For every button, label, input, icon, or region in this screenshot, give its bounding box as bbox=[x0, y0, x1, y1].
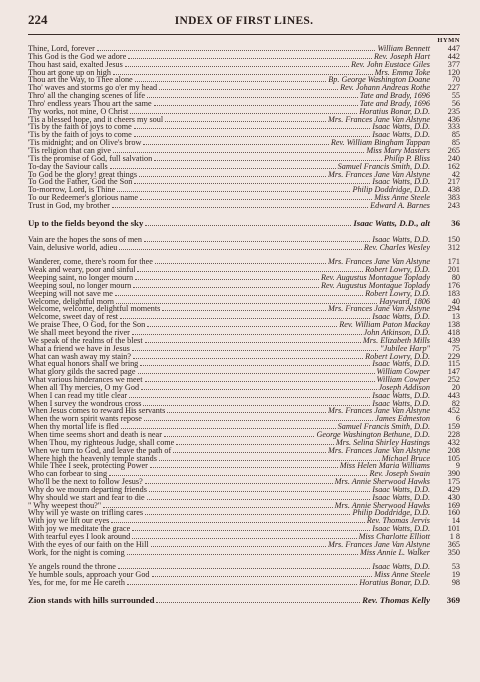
hymn-number: 438 bbox=[447, 185, 460, 195]
author: Isaac Watts, D.D. bbox=[372, 562, 430, 572]
author: Rev. William Bingham Tappan bbox=[330, 138, 430, 148]
first-line: Wanderer, come, there's room for thee bbox=[28, 257, 153, 267]
author: Mrs. Frances Jane Van Alstyne bbox=[328, 406, 430, 416]
dot-leader bbox=[112, 202, 368, 208]
dot-leader bbox=[164, 431, 315, 437]
first-line: With the eyes of our faith on the Hill bbox=[28, 539, 149, 549]
hymn-number: 350 bbox=[447, 547, 460, 557]
first-line: 'Tis religion that can give bbox=[28, 145, 112, 155]
dot-leader bbox=[152, 571, 373, 577]
hymn-number: 201 bbox=[447, 265, 460, 275]
hymn-number: 252 bbox=[447, 375, 460, 385]
dot-leader bbox=[145, 478, 333, 484]
hymn-number: 294 bbox=[447, 304, 460, 314]
hymn-number: 439 bbox=[447, 335, 460, 345]
hymn-number: 390 bbox=[447, 469, 460, 479]
hymn-number: 208 bbox=[447, 445, 460, 455]
dot-leader bbox=[129, 392, 370, 398]
dot-leader bbox=[140, 194, 372, 200]
dot-leader bbox=[143, 400, 370, 406]
dot-leader bbox=[135, 274, 319, 280]
author: Edward A. Barnes bbox=[370, 200, 430, 210]
index-entry bbox=[28, 202, 460, 210]
hymn-number: 1 8 bbox=[449, 531, 460, 541]
dot-leader bbox=[145, 337, 361, 343]
first-line: Thou art gone up on high bbox=[28, 67, 111, 77]
hymn-number: 229 bbox=[447, 351, 460, 361]
dot-leader bbox=[147, 494, 371, 500]
author: William Cowper bbox=[376, 375, 430, 385]
first-line: Who'll be the next to follow Jesus? bbox=[28, 477, 143, 487]
hymn-number: 138 bbox=[447, 320, 460, 330]
first-line: What glory gilds the sacred page bbox=[28, 367, 136, 377]
dot-leader bbox=[145, 220, 351, 226]
dot-leader bbox=[113, 69, 373, 75]
author: Mrs. Frances Jane Van Alstyne bbox=[328, 304, 430, 314]
hymn-number: 228 bbox=[447, 429, 460, 439]
dot-leader bbox=[162, 305, 326, 311]
first-line: When the worn spirit wants repose bbox=[28, 414, 142, 424]
first-line: While Thee I seek, protecting Power bbox=[28, 461, 148, 471]
dot-leader bbox=[134, 123, 371, 129]
author: Isaac Watts, D.D., alt bbox=[353, 217, 430, 228]
dot-leader bbox=[134, 178, 370, 184]
hymn-number: 171 bbox=[447, 257, 460, 267]
author: William Cowper bbox=[376, 367, 430, 377]
dot-leader bbox=[97, 45, 376, 51]
author: Miss Annie L. Walker bbox=[359, 547, 430, 557]
first-line: To God the Father, God the Son bbox=[28, 177, 133, 187]
dot-leader bbox=[173, 447, 326, 453]
dot-leader bbox=[159, 84, 338, 90]
dot-leader bbox=[132, 525, 370, 531]
hymn-number: 265 bbox=[447, 145, 460, 155]
author: Mrs. Annie Sherwood Hawks bbox=[334, 500, 430, 510]
first-line: Weeping will not save me bbox=[28, 288, 113, 298]
hymn-number: 217 bbox=[447, 177, 460, 187]
hymn-number: 443 bbox=[447, 390, 460, 400]
first-line: Thou art the Way, to Thee alone bbox=[28, 75, 133, 85]
author: Rev. Joseph Swain bbox=[369, 469, 430, 479]
dot-leader bbox=[109, 470, 367, 476]
dot-leader bbox=[167, 407, 326, 413]
hymn-number: 36 bbox=[451, 217, 460, 228]
first-line: With joy we meditate the grace bbox=[28, 524, 131, 534]
first-line: Vain are the hopes the sons of men bbox=[28, 234, 142, 244]
author: Miss Anne Steele bbox=[374, 193, 430, 203]
first-line: Weeping soul, no longer mourn bbox=[28, 280, 132, 290]
hymn-column-label: HYMN bbox=[437, 37, 460, 44]
hymn-number: 40 bbox=[451, 296, 460, 306]
dot-leader bbox=[141, 384, 376, 390]
hymn-number: 20 bbox=[451, 382, 460, 392]
dot-leader bbox=[121, 423, 336, 429]
hymn-number: 101 bbox=[447, 524, 460, 534]
first-line: 'Tis the promise of God, full salvation bbox=[28, 153, 153, 163]
index-entry bbox=[28, 549, 460, 557]
first-line: Tho' waves and storms go o'er my head bbox=[28, 83, 158, 93]
author: Robert Lowry, D.D. bbox=[365, 288, 430, 298]
hymn-number: 80 bbox=[451, 273, 460, 283]
author: Isaac Watts, D.D. bbox=[372, 122, 430, 132]
hymn-number: 42 bbox=[451, 169, 460, 179]
hymn-number: 6 bbox=[455, 414, 460, 424]
author: Mrs. Selina Shirley Hastings bbox=[335, 437, 430, 447]
first-line: Weak and weary, poor and sinful bbox=[28, 265, 136, 275]
hymn-number: 70 bbox=[451, 75, 460, 85]
hymn-number: 377 bbox=[447, 59, 460, 69]
author: "Jubilee Harp" bbox=[380, 343, 430, 353]
author: Horatius Bonar, D.D. bbox=[359, 578, 430, 588]
author: Michael Bruce bbox=[381, 453, 430, 463]
dot-leader bbox=[176, 439, 334, 445]
first-line: What can wash away my stain? bbox=[28, 351, 131, 361]
first-line: Why do we mourn departing friends bbox=[28, 484, 147, 494]
index-entry bbox=[28, 244, 460, 252]
dot-leader bbox=[120, 313, 370, 319]
dot-leader bbox=[156, 597, 360, 603]
dot-leader bbox=[125, 61, 349, 67]
dot-leader bbox=[138, 368, 375, 374]
hymn-number: 432 bbox=[447, 437, 460, 447]
dot-leader bbox=[144, 236, 370, 242]
dot-leader bbox=[132, 533, 356, 539]
first-line: Why will ye waste on trifling cares bbox=[28, 508, 144, 518]
first-line: Trust in God, my brother bbox=[28, 200, 110, 210]
dot-leader bbox=[103, 502, 332, 508]
dot-leader bbox=[128, 53, 372, 59]
hymn-number: 333 bbox=[447, 122, 460, 132]
first-line: Ye angels round the throne bbox=[28, 562, 116, 572]
hymn-number: 243 bbox=[447, 200, 460, 210]
hymn-number: 227 bbox=[447, 83, 460, 93]
first-line: When Jesus comes to reward His servants bbox=[28, 406, 166, 416]
hymn-number: 175 bbox=[447, 477, 460, 487]
hymn-number: 13 bbox=[451, 312, 460, 322]
author: Mrs. Frances Jane Van Alstyne bbox=[328, 169, 430, 179]
author: Rev. John Eustace Giles bbox=[351, 59, 430, 69]
hymn-number: 418 bbox=[447, 328, 460, 337]
dot-leader bbox=[147, 92, 358, 98]
hymn-number: 369 bbox=[446, 595, 460, 605]
dot-leader bbox=[111, 517, 364, 523]
hymn-number: 120 bbox=[447, 67, 460, 77]
first-line: We shall meet beyond the river bbox=[28, 328, 130, 337]
dot-leader bbox=[165, 116, 326, 122]
header-rule bbox=[28, 34, 460, 35]
dot-leader bbox=[134, 131, 371, 137]
first-line: Ye humble souls, approach your God bbox=[28, 570, 150, 580]
dot-leader bbox=[133, 353, 363, 359]
hymn-number: 447 bbox=[447, 44, 460, 53]
first-line: Thro' endless years Thou art the same bbox=[28, 98, 152, 108]
author: Isaac Watts, D.D. bbox=[372, 398, 430, 408]
first-line: When I survey the wondrous cross bbox=[28, 398, 142, 408]
first-line: This God is the God we adore bbox=[28, 51, 127, 61]
dot-leader bbox=[154, 155, 382, 161]
dot-leader bbox=[116, 298, 377, 304]
section-gap bbox=[28, 210, 460, 217]
dot-leader bbox=[133, 282, 319, 288]
dot-leader bbox=[130, 108, 357, 114]
hymn-number: 56 bbox=[451, 98, 460, 108]
hymn-number: 452 bbox=[447, 406, 460, 416]
dot-leader bbox=[145, 376, 375, 382]
index-entries bbox=[28, 45, 460, 606]
author: Rev. Thomas Kelly bbox=[362, 595, 430, 605]
first-line: " Why weepest thou?" bbox=[28, 500, 102, 510]
first-line: Thro' all the changing scenes of life bbox=[28, 91, 145, 101]
first-line: We praise Thee, O God, for the Son bbox=[28, 320, 146, 330]
hymn-number: 53 bbox=[451, 562, 460, 572]
hymn-number: 14 bbox=[451, 516, 460, 526]
hymn-number: 169 bbox=[447, 500, 460, 510]
author: Robert Lowry, D.D. bbox=[365, 351, 430, 361]
first-line: When time seems short and death is near bbox=[28, 429, 162, 439]
author: Bp. George Washington Doane bbox=[328, 75, 430, 85]
dot-leader bbox=[140, 360, 370, 366]
dot-leader bbox=[110, 163, 336, 169]
first-line: To God be the glory! great things bbox=[28, 169, 138, 179]
first-line: When we turn to God, and leave the path of bbox=[28, 445, 172, 455]
author: Miss Anne Steele bbox=[374, 570, 430, 580]
dot-leader bbox=[127, 549, 358, 555]
dot-leader bbox=[135, 76, 327, 82]
author: Isaac Watts, D.D. bbox=[372, 492, 430, 502]
author: Samuel Francis Smith, D.D. bbox=[337, 422, 430, 432]
hymn-number: 436 bbox=[447, 114, 460, 124]
author: Mrs. Emma Toke bbox=[374, 67, 430, 77]
dot-leader bbox=[151, 541, 326, 547]
author: Rev. Augustus Montague Toplady bbox=[320, 280, 430, 290]
first-line: To our Redeemer's glorious name bbox=[28, 193, 139, 203]
dot-leader bbox=[118, 563, 370, 569]
author: James Edmeston bbox=[375, 414, 430, 424]
hymn-number: 160 bbox=[447, 508, 460, 518]
hymn-number: 105 bbox=[447, 453, 460, 463]
first-line: Up to the fields beyond the sky bbox=[28, 217, 144, 228]
dot-leader bbox=[139, 171, 326, 177]
first-line: To-day the Saviour calls bbox=[28, 161, 108, 171]
hymn-number: 115 bbox=[448, 359, 460, 369]
dot-leader bbox=[132, 329, 362, 335]
dot-leader bbox=[143, 139, 328, 145]
first-line: Welcome, delightful morn bbox=[28, 296, 114, 306]
author: Robert Lowry, D.D. bbox=[365, 265, 430, 275]
hymn-number: 183 bbox=[447, 288, 460, 298]
index-entry bbox=[28, 217, 460, 229]
first-line: With tearful eyes I look around bbox=[28, 531, 131, 541]
dot-leader bbox=[132, 345, 378, 351]
hymn-number: 429 bbox=[447, 484, 460, 494]
author: Philip Doddridge, D.D. bbox=[352, 508, 430, 518]
author: Mrs. Frances Jane Van Alstyne bbox=[328, 257, 430, 267]
author: Isaac Watts, D.D. bbox=[372, 312, 430, 322]
hymn-number: 75 bbox=[451, 343, 460, 353]
author: Philip Doddridge, D.D. bbox=[352, 185, 430, 195]
hymn-number: 312 bbox=[447, 242, 460, 252]
first-line: What equal honors shall we bring bbox=[28, 359, 139, 369]
hymn-number: 85 bbox=[451, 138, 460, 148]
author: Mrs. Elizabeth Mills bbox=[362, 335, 430, 345]
hymn-number: 85 bbox=[451, 130, 460, 140]
first-line: 'Tis by the faith of joys to come bbox=[28, 122, 132, 132]
first-line: Where high the heavenly temple stands bbox=[28, 453, 157, 463]
author: Rev. Joseph Hart bbox=[373, 51, 430, 61]
author: Horatius Bonar, D.D. bbox=[359, 106, 430, 116]
first-line: Why should we start and fear to die bbox=[28, 492, 145, 502]
author: Miss Helen Maria Williams bbox=[339, 461, 430, 471]
hymn-number: 19 bbox=[451, 570, 460, 580]
dot-leader bbox=[150, 462, 338, 468]
author: William Bennett bbox=[377, 44, 430, 53]
author: Mrs. Annie Sherwood Hawks bbox=[334, 477, 430, 487]
first-line: Thine, Lord, forever bbox=[28, 44, 95, 53]
first-line: Welcome, sweet day of rest bbox=[28, 312, 119, 322]
author: Rev. Charles Wesley bbox=[363, 242, 430, 252]
hymn-number: 150 bbox=[447, 234, 460, 244]
hymn-number: 147 bbox=[447, 367, 460, 377]
index-entry bbox=[28, 579, 460, 587]
page-title: INDEX OF FIRST LINES. bbox=[174, 15, 314, 27]
author: George Washington Bethune, D.D. bbox=[316, 429, 430, 439]
first-line: Welcome, welcome, delightful moments bbox=[28, 304, 161, 314]
author: Mrs. Frances Jane Van Alstyne bbox=[328, 445, 430, 455]
hymn-number: 98 bbox=[451, 578, 460, 588]
first-line: When Thou, my righteous Judge, shall come bbox=[28, 437, 175, 447]
author: Isaac Watts, D.D. bbox=[372, 484, 430, 494]
first-line: 'Tis by the faith of joys to come bbox=[28, 130, 132, 140]
section-gap bbox=[28, 587, 460, 594]
hymn-number: 159 bbox=[447, 422, 460, 432]
dot-leader bbox=[117, 186, 350, 192]
author: Isaac Watts, D.D. bbox=[372, 177, 430, 187]
dot-leader bbox=[119, 244, 361, 250]
dot-leader bbox=[137, 266, 363, 272]
first-line: We speak of the realms of the blest bbox=[28, 335, 143, 345]
first-line: Yes, for me, for me He careth bbox=[28, 578, 125, 588]
first-line: With joy we lift our eyes bbox=[28, 516, 110, 526]
first-line: What various hinderances we meet bbox=[28, 375, 143, 385]
author: Isaac Watts, D.D. bbox=[372, 359, 430, 369]
hymn-number: 430 bbox=[447, 492, 460, 502]
first-line: When I can read my title clear bbox=[28, 390, 128, 400]
first-line: When all Thy mercies, O my God bbox=[28, 382, 140, 392]
author: Hayward, 1806 bbox=[379, 296, 430, 306]
dot-leader bbox=[145, 509, 350, 515]
first-line: Thy works, not mine, O Christ bbox=[28, 106, 129, 116]
page-header bbox=[28, 12, 460, 30]
hymn-number: 176 bbox=[447, 280, 460, 290]
author: Joseph Addison bbox=[378, 382, 430, 392]
first-line: Thou hast said, exalted Jesus bbox=[28, 59, 123, 69]
author: Mrs. Frances Jane Van Alstyne bbox=[328, 114, 430, 124]
hymn-number: 55 bbox=[451, 91, 460, 101]
author: Isaac Watts, D.D. bbox=[372, 524, 430, 534]
first-line: To-morrow, Lord, is Thine bbox=[28, 185, 116, 195]
author: Isaac Watts, D.D. bbox=[372, 234, 430, 244]
author: John Atkinson, D.D. bbox=[363, 328, 430, 337]
dot-leader bbox=[147, 321, 337, 327]
first-line: When thy mortal life is fled bbox=[28, 422, 119, 432]
first-line: Who can forbear to sing bbox=[28, 469, 108, 479]
first-line: 'Tis midnight; and on Olive's brow bbox=[28, 138, 142, 148]
first-line: Vain, delusive world, adieu bbox=[28, 242, 118, 252]
dot-leader bbox=[115, 290, 363, 296]
author: Miss Charlotte Elliott bbox=[358, 531, 430, 541]
hymn-number: 383 bbox=[447, 193, 460, 203]
author: Isaac Watts, D.D. bbox=[372, 390, 430, 400]
author: Rev. Johann Andreas Rothe bbox=[340, 83, 430, 93]
dot-leader bbox=[149, 486, 370, 492]
dot-leader bbox=[127, 579, 357, 585]
first-line: 'Tis a blessed hope, and it cheers my soul bbox=[28, 114, 164, 124]
author: Isaac Watts, D.D. bbox=[372, 130, 430, 140]
first-line: Weeping saint, no longer mourn bbox=[28, 273, 134, 283]
hymn-number: 9 bbox=[455, 461, 460, 471]
hymn-number: 240 bbox=[447, 153, 460, 163]
dot-leader bbox=[155, 258, 326, 264]
first-line: Zion stands with hills surrounded bbox=[28, 595, 155, 605]
hymn-number: 365 bbox=[447, 539, 460, 549]
dot-leader bbox=[159, 455, 380, 461]
hymn-number: 235 bbox=[447, 106, 460, 116]
author: Rev. Thomas Jervis bbox=[366, 516, 430, 526]
first-line: Work, for the night is coming bbox=[28, 547, 125, 557]
author: Mrs. Frances Jane Van Alstyne bbox=[328, 539, 430, 549]
first-line: What a friend we have in Jesus bbox=[28, 343, 130, 353]
author: Rev. Augustus Montague Toplady bbox=[320, 273, 430, 283]
author: Miss Mary Masters bbox=[366, 145, 430, 155]
index-entry bbox=[28, 594, 460, 606]
author: Samuel Francis Smith, D.D. bbox=[337, 161, 430, 171]
author: Philip P. Bliss bbox=[383, 153, 430, 163]
dot-leader bbox=[154, 100, 358, 106]
page-number: 224 bbox=[28, 12, 48, 27]
dot-leader bbox=[113, 147, 364, 153]
author: Rev. William Paton Mackay bbox=[339, 320, 430, 330]
hymn-number: 442 bbox=[447, 51, 460, 61]
author: Tate and Brady, 1696 bbox=[359, 98, 430, 108]
hymn-number: 82 bbox=[451, 398, 460, 408]
hymn-number: 162 bbox=[447, 161, 460, 171]
author: Tate and Brady, 1696 bbox=[359, 91, 430, 101]
dot-leader bbox=[144, 415, 373, 421]
